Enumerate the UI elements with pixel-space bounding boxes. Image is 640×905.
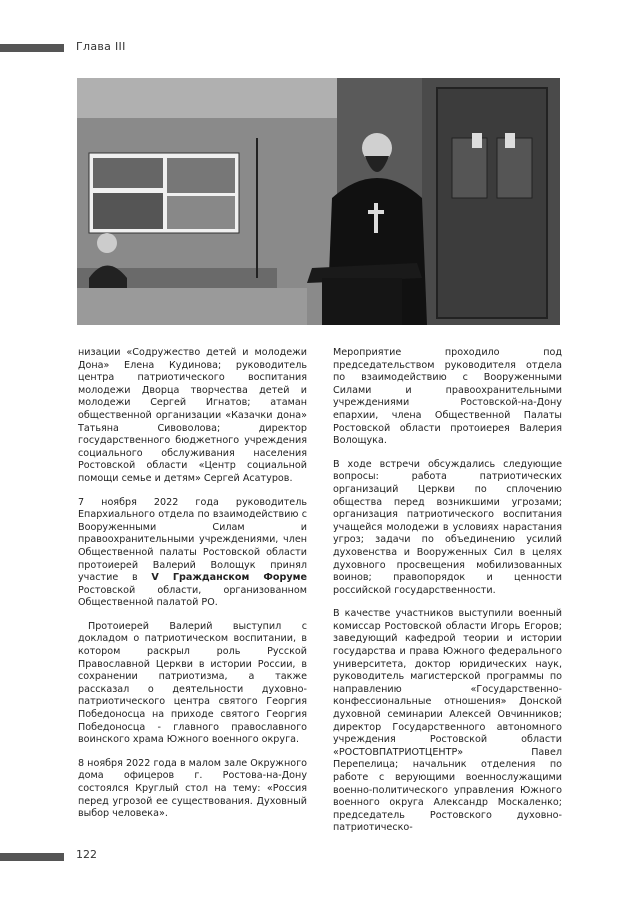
footer-bar	[0, 853, 64, 861]
left-paragraph-2	[78, 497, 307, 610]
right-paragraph-1: Мероприятие проходило под председательством руководителя отдела по взаимодействию с Вооруженными Силами и правоохранительными учреждениями Ростовской-на-Дону епархии, члена Общественной Палаты Ростовской области протоиерея Валерия Волощука.	[333, 347, 562, 447]
left-paragraph-3: Протоиерей Валерий выступил с докладом о патриотическом воспитании, в котором раскрыл роль Русской Православной Церкви в истории России, в сохранении патриотизма, а также рассказал о деятельности духовно-патриотического центра святого Георгия Победоносца на приходе святого Георгия Победоносца - главного православного воинского храма Южного военного округа.	[78, 620, 307, 746]
photo-priest-speaking-at-podium	[77, 78, 560, 325]
right-paragraph-3: В качестве участников выступили военный комиссар Ростовской области Игорь Егоров; заведующий кафедрой теории и истории государства и права Южного федерального университета, доктор юридических наук, руководитель магистерской программы по направлению «Государственно- конфессиональные отношения» Донской духовной семинарии Алексей Овчинников; директор Государственного автономного учреждения Ростовской области «РОСТОВПАТРИОТЦЕНТР» Павел Перепелица; начальник отделения по работе с верующими военнослужащими военно-политического управления Южного военного округа Александр Москаленко; председатель Ростовского духовно-патриотическо-	[333, 608, 562, 834]
right-column	[333, 347, 562, 846]
header-bar	[0, 44, 64, 52]
left-paragraph-4: 8 ноября 2022 года в малом зале Окружного дома офицеров г. Ростова-на-Дону состоялся Круглый стол на тему: «Россия перед угрозой ее существования. Духовный выбор человека».	[78, 757, 307, 820]
chapter-title: Глава III	[76, 40, 126, 53]
left-paragraph-1: низации «Содружество детей и молодежи Дона» Елена Кудинова; руководитель центра патриотического воспитания молодежи Дворца творчества детей и молодежи Сергей Игнатов; атаман общественной организации «Казачки дона» Татьяна Сивоволова; директор государственного бюджетного учреждения социального обслуживания населения Ростовской области «Центр социальной помощи семье и детям» Сергей Асатуров.	[78, 347, 307, 484]
left-paragraph-2-tail: Ростовской области, организованном Общественной палатой РО.	[78, 584, 307, 609]
page-number: 122	[76, 848, 97, 861]
forum-name: V Гражданском Форуме	[151, 572, 307, 584]
left-column	[78, 347, 307, 832]
left-paragraph-2-text: 7 ноября 2022 года руководитель Епархиального отдела по взаимодействию с Вооруженными Силам и правоохранительными учреждениями, член Общественной палаты Ростовской области протоиерей Валерий Волощук принял участие в	[78, 496, 307, 584]
right-paragraph-2: В ходе встречи обсуждались следующие вопросы: работа патриотических организаций Церкви по сплочению общества перед возникшими угрозами; организация патриотического воспитания учащейся молодежи в условиях нарастания угроз; задачи по объединению усилий духовенства и Вооруженных Сил в целях духовного просвещения мобилизованных воинов; правопорядок и ценности российской государственности.	[333, 458, 562, 596]
